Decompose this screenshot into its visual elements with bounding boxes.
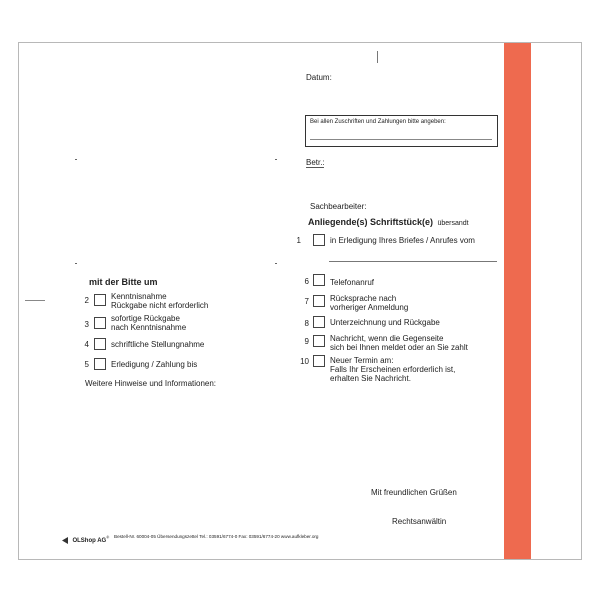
brand-name: OLShop AG <box>72 537 107 544</box>
item-7-checkbox[interactable] <box>313 295 325 307</box>
item-5-text: Erledigung / Zahlung bis <box>111 360 198 369</box>
reference-box[interactable] <box>305 115 498 147</box>
item-8-number: 8 <box>304 319 309 328</box>
anliegende-heading-suffix: übersandt <box>437 220 469 227</box>
brand-arrow-icon <box>62 537 68 544</box>
footer-info: Bestell-Nr. 60004-05 Übersendungszettel Tel.: 03591/6774-0 Fax: 03591/6774-20 www.aufkleber.org <box>114 534 319 539</box>
item-6-checkbox[interactable] <box>313 274 325 286</box>
item-3-checkbox[interactable] <box>94 317 106 329</box>
fold-tick <box>275 159 277 160</box>
fold-tick <box>75 159 77 160</box>
item-7-number: 7 <box>304 297 309 306</box>
signature-text: Rechtsanwältin <box>392 517 447 526</box>
item-3-number: 3 <box>84 320 89 329</box>
accent-stripe <box>504 43 531 559</box>
datum-label: Datum: <box>306 73 332 82</box>
item-4-text: schriftliche Stellungnahme <box>111 340 205 349</box>
bitte-um-heading: mit der Bitte um <box>89 277 158 287</box>
fold-line-left <box>25 300 45 301</box>
item-2-checkbox[interactable] <box>94 294 106 306</box>
fold-mark-top <box>377 51 378 63</box>
item-3-text: sofortige Rückgabe nach Kenntnisnahme <box>111 314 187 332</box>
item-1-line <box>329 261 497 262</box>
item-9-text: Nachricht, wenn die Gegenseite sich bei Ihnen meldet oder an Sie zahlt <box>330 334 468 352</box>
item-10-number: 10 <box>300 357 309 366</box>
item-1-text: in Erledigung Ihres Briefes / Anrufes vom <box>330 236 475 245</box>
brand-registered-mark: ® <box>106 534 110 540</box>
item-1-number: 1 <box>296 236 301 245</box>
sachbearbeiter-label: Sachbearbeiter: <box>310 202 367 211</box>
betr-label: Betr.: <box>306 158 325 167</box>
item-5-number: 5 <box>84 360 89 369</box>
item-6-text: Telefonanruf <box>330 278 375 287</box>
fold-tick <box>275 263 277 264</box>
reference-box-line <box>310 139 492 140</box>
reference-box-label: Bei allen Zuschriften und Zahlungen bitte angeben: <box>310 119 446 125</box>
brand-logo <box>62 532 109 550</box>
anliegende-heading <box>308 212 469 230</box>
item-4-number: 4 <box>84 340 89 349</box>
item-1-checkbox[interactable] <box>313 234 325 246</box>
item-9-number: 9 <box>304 337 309 346</box>
closing-text: Mit freundlichen Grüßen <box>371 488 457 497</box>
item-9-checkbox[interactable] <box>313 335 325 347</box>
weitere-hinweise-label: Weitere Hinweise und Informationen: <box>85 379 217 388</box>
item-2-text: Kenntnisnahme Rückgabe nicht erforderlich <box>111 292 209 310</box>
fold-tick <box>75 263 77 264</box>
anliegende-heading-text: Anliegende(s) Schriftstück(e) <box>308 217 434 227</box>
item-6-number: 6 <box>304 277 309 286</box>
item-8-text: Unterzeichnung und Rückgabe <box>330 318 440 327</box>
item-8-checkbox[interactable] <box>313 316 325 328</box>
item-10-text: Neuer Termin am: Falls Ihr Erscheinen erforderlich ist, erhalten Sie Nachricht. <box>330 356 456 383</box>
item-4-checkbox[interactable] <box>94 338 106 350</box>
item-2-number: 2 <box>84 296 89 305</box>
item-7-text: Rücksprache nach vorheriger Anmeldung <box>330 294 409 312</box>
betr-underline <box>306 167 324 168</box>
item-10-checkbox[interactable] <box>313 355 325 367</box>
form-sheet <box>18 42 582 560</box>
item-5-checkbox[interactable] <box>94 358 106 370</box>
